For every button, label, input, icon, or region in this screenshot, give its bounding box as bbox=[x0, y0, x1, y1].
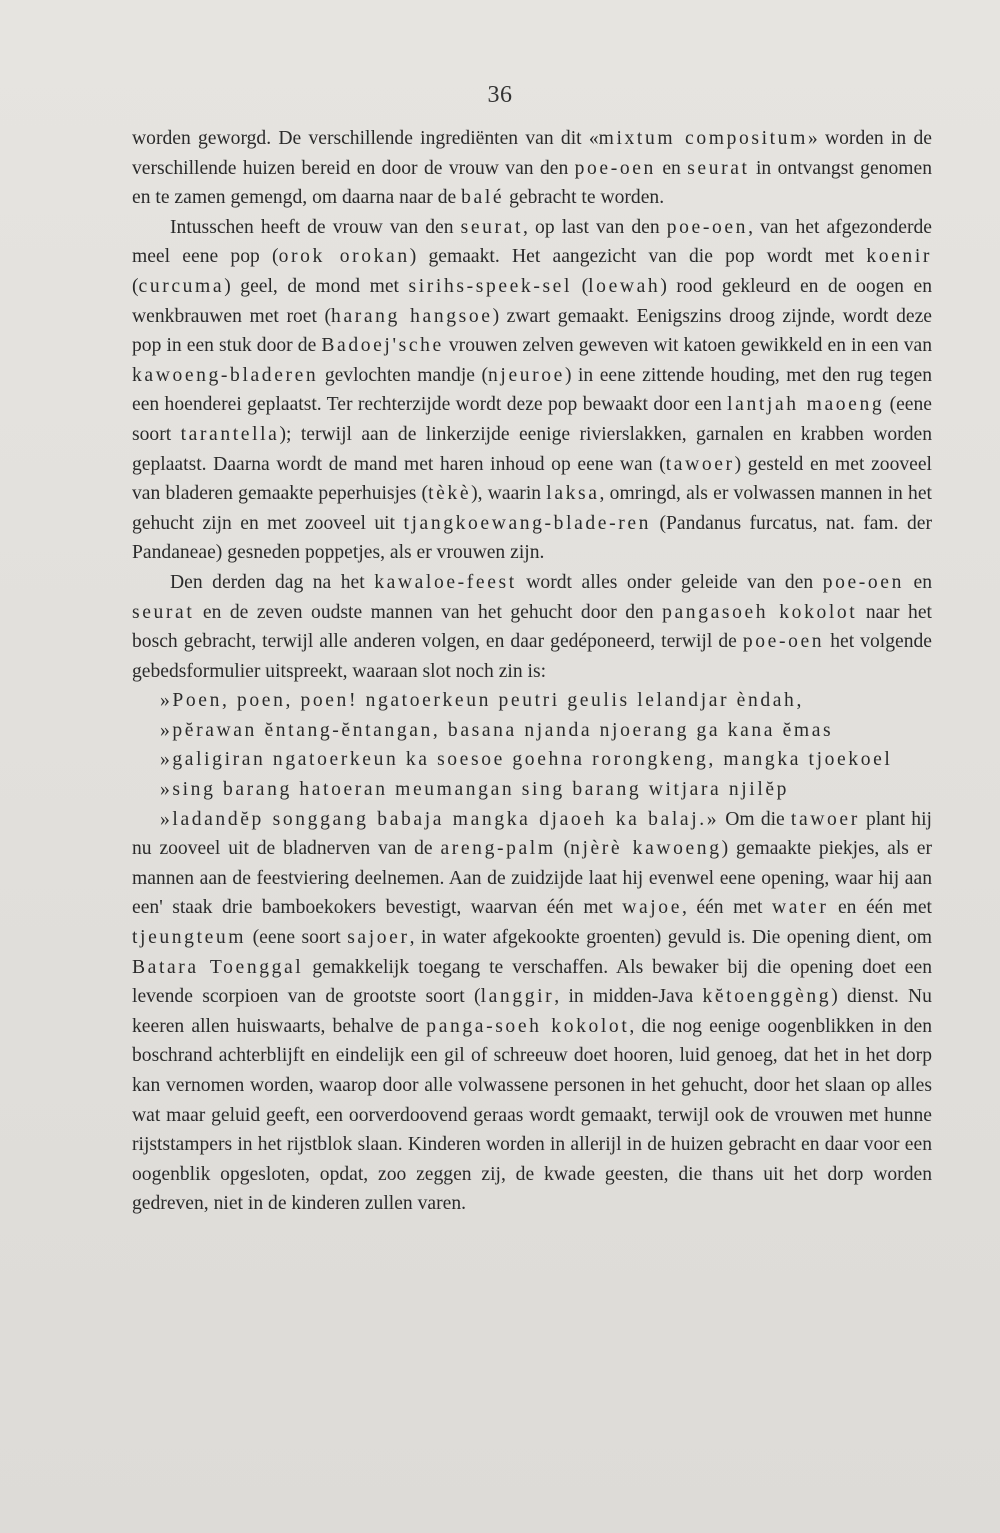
text-run: en bbox=[904, 571, 932, 593]
spaced-term: tjangkoewang-blade-ren bbox=[403, 512, 652, 534]
text-run: ) dienst. Nu keeren allen huiswaarts, behalve de bbox=[132, 986, 932, 1037]
spaced-term: sirihs-speek-sel bbox=[408, 275, 573, 297]
text-run: , van het afgezonderde meel eene pop ( bbox=[132, 216, 932, 268]
spaced-term: kawaloe-feest bbox=[374, 571, 517, 593]
spaced-term: poe-oen bbox=[666, 216, 749, 238]
verse-line: »Poen, poen, poen! ngatoerkeun peutri geulis lelandjar èndah, bbox=[160, 690, 804, 712]
spaced-term: njeuroe bbox=[488, 364, 565, 386]
paragraph bbox=[132, 568, 932, 686]
text-run: » worden in de verschillende huizen bereid en door de vrouw van den bbox=[132, 128, 932, 179]
verse-line: »galigiran ngatoerkeun ka soesoe goehna rorongkeng, mangka tjoekoel bbox=[160, 749, 893, 771]
spaced-term: tjeungteum bbox=[132, 927, 247, 949]
spaced-term: laksa bbox=[546, 483, 600, 505]
text-run: , in water afgekookte groenten) gevuld is. Die opening dient, om bbox=[409, 927, 932, 949]
text-run: gemakkelijk toegang te verschaffen. Als bewaker bij die opening doet een levende scorpioen van de grootste soort ( bbox=[132, 956, 932, 1008]
spaced-term: curcuma bbox=[138, 275, 225, 297]
spaced-term: seurat bbox=[687, 157, 750, 179]
spaced-term: Badoej'sche bbox=[321, 335, 444, 357]
text-run: ); terwijl aan de linkerzijde eenige rivierslakken, garnalen en krabben worden geplaatst. Daarna wordt de mand met haren inhoud op eene wan ( bbox=[132, 423, 932, 475]
text-run: Intusschen heeft de vrouw van den bbox=[170, 216, 461, 238]
text-run: Om die bbox=[719, 808, 791, 830]
paragraph bbox=[132, 124, 932, 213]
text-run: gevlochten mandje ( bbox=[318, 364, 488, 386]
spaced-term: water bbox=[771, 897, 829, 919]
text-run: ) gemaakte piekjes, als er mannen aan de feestviering deelnemen. Aan de zuidzijde laat hij evenwel eene opening, waar hij aan een' staak drie bamboekokers bevestigt, waarvan één met bbox=[132, 838, 932, 919]
verse-line: »ladandĕp songgang babaja mangka djaoeh ka balaj.» bbox=[160, 808, 720, 830]
spaced-term: kĕtoenggèng bbox=[702, 986, 832, 1008]
text-run: ) gemaakt. Het aangezicht van die pop wordt met bbox=[409, 246, 867, 268]
spaced-term: lantjah maoeng bbox=[727, 394, 885, 416]
spaced-term: seurat bbox=[132, 601, 195, 623]
spaced-term: poe-oen bbox=[822, 571, 904, 593]
spaced-term: Batara Toenggal bbox=[132, 956, 304, 978]
text-run: ( bbox=[555, 838, 571, 860]
page-number: 36 bbox=[487, 82, 513, 108]
text-run: Den derden dag na het bbox=[170, 571, 375, 593]
spaced-term: tèkè bbox=[428, 483, 472, 505]
spaced-term: areng-palm bbox=[440, 838, 556, 860]
text-run: plant hij nu zooveel uit de bladnerven van de bbox=[132, 808, 932, 860]
verse-line: »sing barang hatoeran meumangan sing barang witjara njilĕp bbox=[160, 779, 790, 801]
text-run: vrouwen zelven geweven wit katoen gewikkeld en in een van bbox=[443, 335, 932, 357]
spaced-term: seurat bbox=[460, 216, 524, 238]
text-run: gebracht te worden. bbox=[504, 187, 665, 209]
spaced-term: kawoeng-bladeren bbox=[132, 364, 319, 386]
spaced-term: panga-soeh kokolot bbox=[426, 1015, 630, 1037]
text-run: worden geworgd. De verschillende ingrediënten van dit « bbox=[132, 128, 599, 149]
text-run: ( bbox=[132, 275, 139, 297]
text-run: (Pandanus furcatus, nat. fam. der Pandaneae) gesneden poppetjes, als er vrouwen zijn. bbox=[132, 512, 933, 564]
text-run: ) rood gekleurd en de oogen en wenkbrauwen met roet ( bbox=[132, 275, 932, 327]
text-run: , op last van den bbox=[523, 216, 667, 238]
text-run: ) gesteld en met zooveel van bladeren gemaakte peperhuisjes ( bbox=[132, 453, 932, 505]
spaced-term: tawoer bbox=[790, 808, 860, 830]
verse-line: »pĕrawan ĕntang-ĕntangan, basana njanda njoerang ga kana ĕmas bbox=[160, 719, 834, 741]
spaced-term: tarantella bbox=[180, 423, 280, 445]
spaced-term: sajoer bbox=[347, 927, 410, 949]
text-run: en bbox=[655, 157, 688, 179]
text-run: (eene soort bbox=[132, 394, 932, 445]
text-run: ) in eene zittende houding, met den rug tegen een hoenderei geplaatst. Ter rechterzijde wordt deze pop bewaakt door een bbox=[132, 364, 933, 416]
spaced-term: loewah bbox=[588, 275, 661, 297]
body-text bbox=[132, 124, 932, 1219]
spaced-term: harang hangsoe bbox=[331, 305, 493, 327]
text-run: ( bbox=[572, 275, 589, 297]
spaced-term: koenir bbox=[866, 246, 932, 268]
text-run: in ontvangst genomen en te zamen gemengd, om daarna naar de bbox=[132, 157, 932, 209]
text-run: ) zwart gemaakt. Eenigszins droog zijnde, wordt deze pop in een stuk door de bbox=[132, 305, 932, 357]
text-run: , die nog eenige oogenblikken in den boschrand achterblijft en eindelijk een gil of schreeuw doet hooren, luid genoeg, dat het in het dorp kan vernomen worden, waarop door alle volwassene personen in het gehucht, door het slaan op alles wat maar geluid geeft, een oorverdoovend geraas wordt gemaakt, terwijl ook de vrouwen met hunne rijststampers in het rijstblok slaan. Kinderen worden in allerijl in de huizen gebracht en daar voor een oogenblik opgesloten, opdat, zoo zeggen zij, de kwade geesten, die thans uit het dorp worden gedreven, niet in de kinderen zullen varen. bbox=[132, 1015, 932, 1215]
text-run: naar het bosch gebracht, terwijl alle anderen volgen, en daar gedéponeerd, terwijl de bbox=[132, 601, 932, 653]
spaced-term: poe-oen bbox=[742, 631, 825, 653]
text-run: wordt alles onder geleide van den bbox=[516, 571, 823, 593]
spaced-term: mixtum compositum bbox=[598, 128, 808, 149]
text-run: ) geel, de mond met bbox=[224, 275, 409, 297]
verse-and-paragraph bbox=[132, 686, 932, 1219]
text-run: en één met bbox=[828, 897, 933, 919]
spaced-term: orok orokan bbox=[278, 246, 410, 268]
text-run: , één met bbox=[682, 897, 772, 919]
spaced-term: wajoe bbox=[622, 897, 682, 919]
spaced-term: tawoer bbox=[665, 453, 735, 475]
spaced-term: poe-oen bbox=[574, 157, 656, 179]
text-run: ), waarin bbox=[471, 483, 547, 505]
paragraph bbox=[132, 213, 932, 568]
text-run: en de zeven oudste mannen van het gehucht door den bbox=[194, 601, 663, 623]
text-run: (eene soort bbox=[246, 927, 348, 949]
spaced-term: balé bbox=[461, 187, 505, 209]
text-run: , in midden-Java bbox=[554, 986, 703, 1008]
text-run: het volgende gebedsformulier uitspreekt, waaraan slot noch zin is: bbox=[132, 631, 932, 682]
spaced-term: langgir bbox=[480, 986, 555, 1008]
text-run: , omringd, als er volwassen mannen in het gehucht zijn en met zooveel uit bbox=[132, 483, 932, 534]
spaced-term: pangasoeh kokolot bbox=[662, 601, 858, 623]
spaced-term: njèrè kawoeng bbox=[570, 838, 722, 860]
